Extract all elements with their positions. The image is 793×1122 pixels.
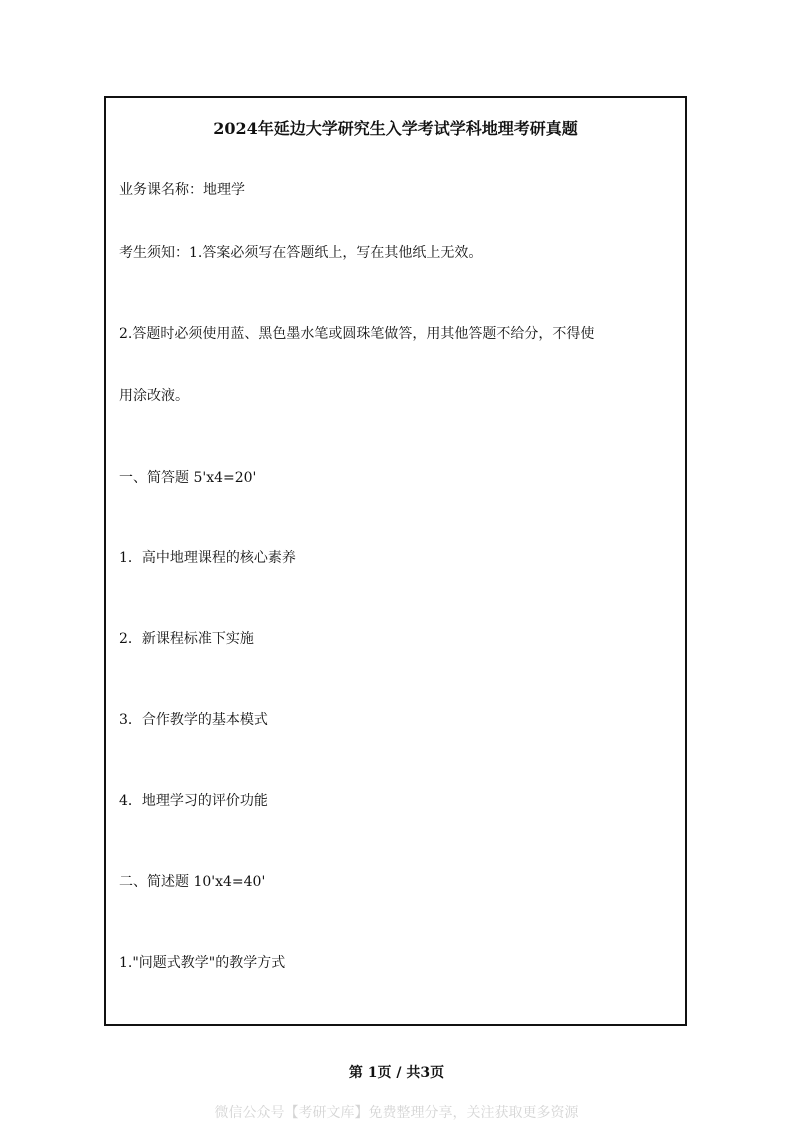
course-name: 业务课名称：地理学 bbox=[119, 182, 245, 198]
question-item: 2．新课程标准下实施 bbox=[119, 631, 254, 647]
page-number: 第 1页 / 共3页 bbox=[348, 1065, 445, 1081]
section-1-heading: 一、简答题 5'x4=20' bbox=[119, 470, 257, 486]
question-item: 1．高中地理课程的核心素养 bbox=[119, 550, 296, 566]
watermark: 微信公众号【考研文库】免费整理分享，关注获取更多资源 bbox=[214, 1105, 579, 1121]
question-item: 3．合作教学的基本模式 bbox=[119, 712, 268, 728]
question-item: 1."问题式教学"的教学方式 bbox=[119, 955, 286, 971]
instructions-2-cont: 用涂改液。 bbox=[119, 388, 189, 404]
document-title: 2024年延边大学研究生入学考试学科地理考研真题 bbox=[213, 119, 578, 138]
section-2-heading: 二、简述题 10'x4=40' bbox=[119, 874, 266, 890]
question-item: 4．地理学习的评价功能 bbox=[119, 793, 268, 809]
instructions-2: 2.答题时必须使用蓝、黑色墨水笔或圆珠笔做答，用其他答题不给分，不得使 bbox=[119, 326, 595, 342]
instructions-1: 考生须知：1.答案必须写在答题纸上，写在其他纸上无效。 bbox=[119, 245, 483, 261]
